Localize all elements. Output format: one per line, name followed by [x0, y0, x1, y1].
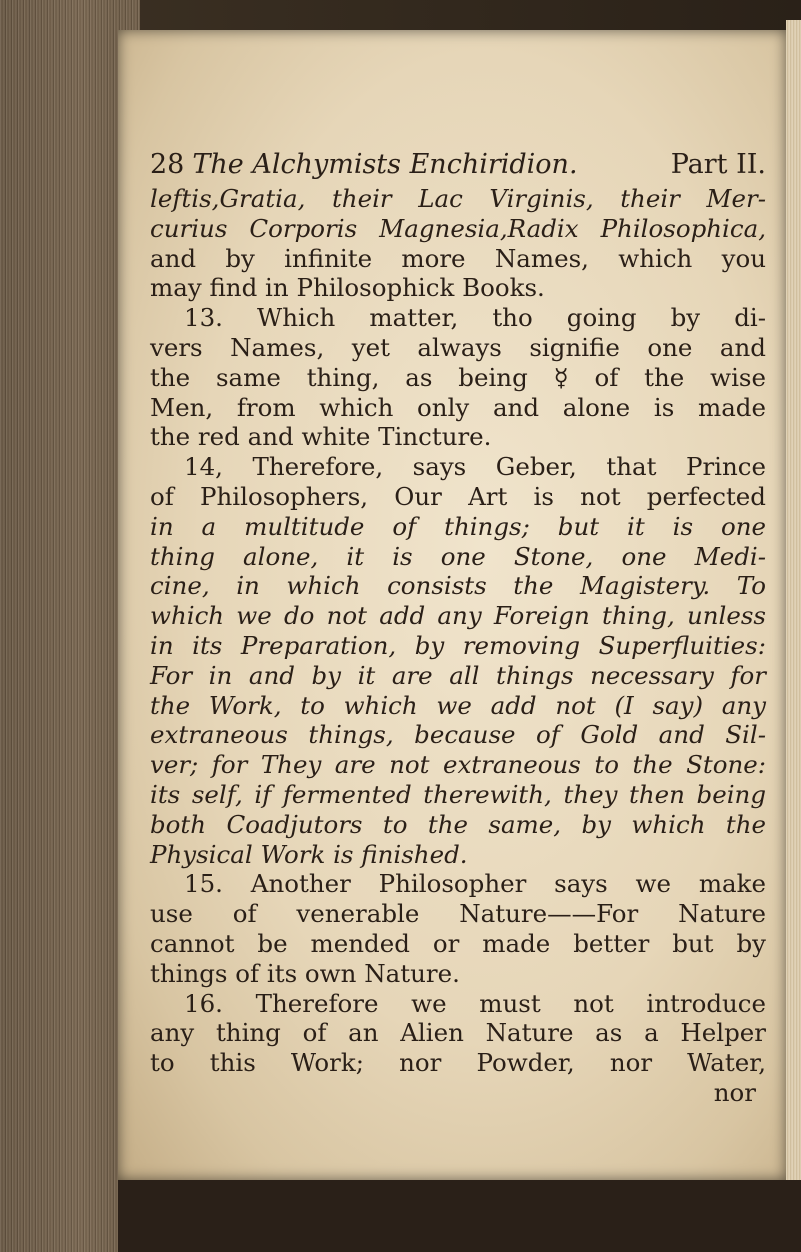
- body-line: 16. Therefore we must not introduce: [184, 988, 766, 1018]
- body-line: the Work, to which we add not (I say) any: [150, 690, 766, 720]
- body-line: vers Names, yet always signifie one and: [150, 332, 766, 362]
- page-text: [150, 148, 766, 1108]
- running-title: The Alchymists Enchiridion.: [192, 149, 578, 180]
- body-line: Physical Work is finished.: [150, 839, 468, 869]
- body-line: For in and by it are all things necessary for: [150, 660, 766, 690]
- body-line: thing alone, it is one Stone, one Medi-: [150, 541, 766, 571]
- body-line: cine, in which consists the Magistery. To: [150, 571, 766, 601]
- body-line: 14, Therefore, says Geber, that Prince: [184, 452, 766, 482]
- body-line: the red and white Tincture.: [150, 422, 492, 452]
- body-line: of Philosophers, Our Art is not perfected: [150, 481, 766, 511]
- body-line: 13. Which matter, tho going by di-: [184, 303, 766, 333]
- body-line: curius Corporis Magnesia,Radix Philosophica,: [150, 213, 766, 243]
- right-page-edges: [786, 20, 801, 1200]
- body-line: in a multitude of things; but it is one: [150, 511, 766, 541]
- body-line: leftis,Gratia, their Lac Virginis, their Mer-: [150, 184, 766, 213]
- body-line: things of its own Nature.: [150, 958, 460, 988]
- body-line: any thing of an Alien Nature as a Helper: [150, 1018, 766, 1048]
- body-line: to this Work; nor Powder, nor Water,: [150, 1048, 766, 1078]
- running-head: [150, 148, 766, 182]
- body-line: the same thing, as being ☿ of the wise: [150, 362, 766, 392]
- body-line: which we do not add any Foreign thing, unless: [150, 601, 766, 631]
- body-line: ver; for They are not extraneous to the Stone:: [150, 750, 766, 780]
- body-line: extraneous things, because of Gold and Sil-: [150, 720, 766, 750]
- body-line: in its Preparation, by removing Superfluities:: [150, 630, 766, 660]
- page-bottom-shadow: [118, 1180, 801, 1252]
- body-line: 15. Another Philosopher says we make: [184, 869, 766, 899]
- body-line: and by infinite more Names, which you: [150, 243, 766, 273]
- catchword: nor: [713, 1077, 756, 1107]
- body-line: its self, if fermented therewith, they then being: [150, 779, 766, 809]
- body-line: both Coadjutors to the same, by which the: [150, 809, 766, 839]
- body-line: may find in Philosophick Books.: [150, 273, 545, 303]
- body-line: use of venerable Nature——For Nature: [150, 899, 766, 929]
- body-line: cannot be mended or made better but by: [150, 928, 766, 958]
- page-number: 28: [150, 149, 185, 180]
- body-line: Men, from which only and alone is made: [150, 392, 766, 422]
- part-label: Part II.: [670, 149, 766, 180]
